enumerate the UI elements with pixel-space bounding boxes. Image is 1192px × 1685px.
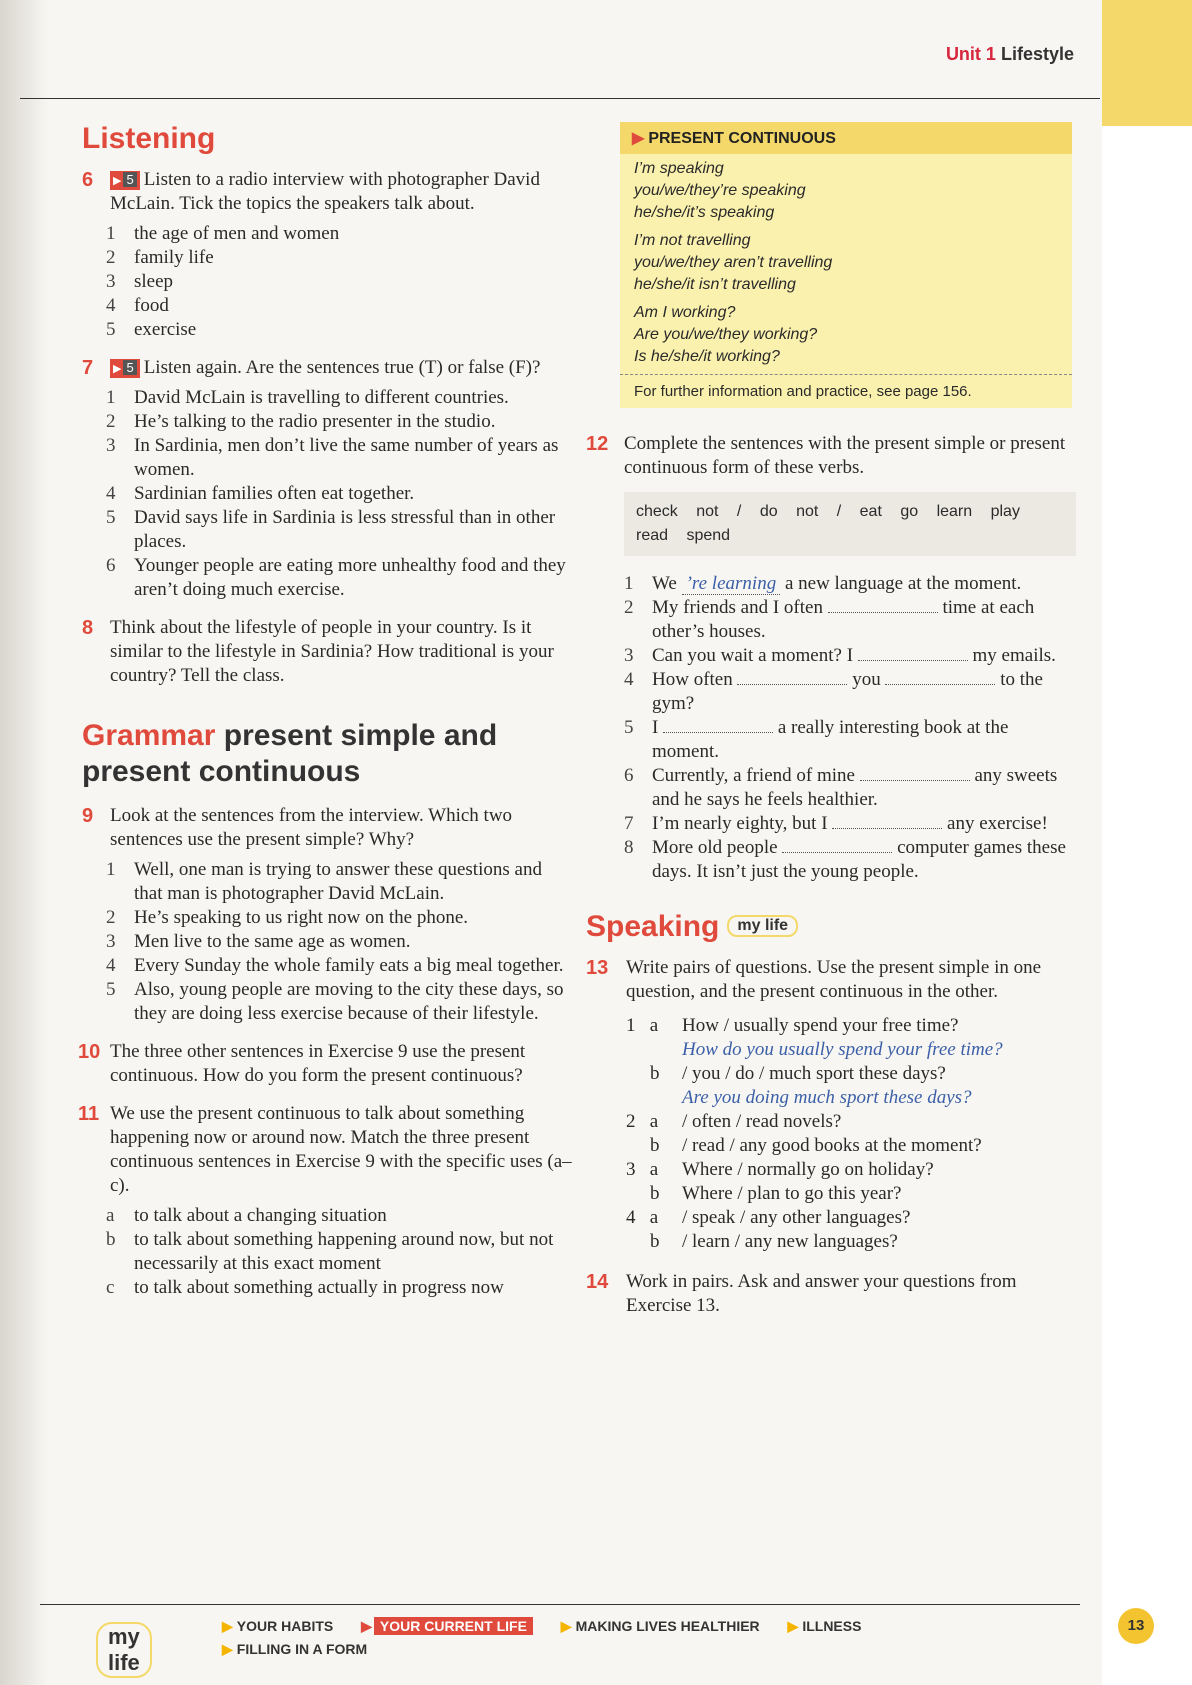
- lesson-nav: [222, 1618, 942, 1658]
- list-item: 4 food: [106, 295, 169, 316]
- list-item: b / read / any good books at the moment?: [650, 1135, 982, 1156]
- exercise-instruction: The three other sentences in Exercise 9 use the present continuous. How do you form the present continuous?: [110, 1041, 526, 1086]
- list-item: 2 He’s speaking to us right now on the phone.: [106, 907, 469, 928]
- grammar-box-title: ▶ PRESENT CONTINUOUS: [620, 122, 1072, 154]
- list-item: 3 Can you wait a moment? I my emails.: [624, 645, 1056, 666]
- speaking-heading: [586, 910, 1076, 944]
- exercise-11-list: [82, 1204, 572, 1300]
- list-item: 5 I a really interesting book at the moment.: [624, 717, 1009, 762]
- list-item: 5 David says life in Sardinia is less stressful than in other places.: [106, 507, 556, 552]
- list-item: 6 Younger people are eating more unhealthy food and they aren’t doing much exercise.: [106, 555, 566, 600]
- speaking-heading-label: Speaking: [586, 910, 720, 943]
- exercise-instruction: Listen again. Are the sentences true (T) or false (F)?: [143, 357, 541, 378]
- list-item: 1 David McLain is travelling to different countries.: [106, 387, 509, 408]
- exercise-number: 8: [82, 617, 94, 639]
- example-answer: ’re learning: [682, 573, 781, 595]
- right-column: [586, 122, 1076, 1318]
- list-item: 4 a / speak / any other languages?: [626, 1207, 911, 1228]
- exercise-10: [78, 1040, 572, 1088]
- footer-my-life-badge: my life: [96, 1622, 152, 1678]
- list-item: b / you / do / much sport these days? Are you doing much sport these days?: [650, 1063, 972, 1108]
- exercise-9-list: [82, 858, 572, 1026]
- list-item: 8 More old people computer games these days. It isn’t just the young people.: [624, 837, 1066, 882]
- unit-title: Lifestyle: [1000, 44, 1074, 64]
- page-number: 13: [1118, 1608, 1154, 1644]
- unit-number: Unit 1: [945, 44, 996, 64]
- list-item: 3 Men live to the same age as women.: [106, 931, 411, 952]
- header-rule: [20, 98, 1100, 99]
- exercise-13: [586, 956, 1076, 1004]
- nav-item-filling-in-a-form[interactable]: ▶ FILLING IN A FORM: [222, 1641, 368, 1657]
- grammar-heading: [82, 718, 572, 790]
- list-item: 2 family life: [106, 247, 214, 268]
- grammar-heading-label: Grammar: [82, 719, 216, 752]
- exercise-9: [82, 804, 572, 852]
- exercise-number: 13: [586, 957, 609, 979]
- list-item: 3 sleep: [106, 271, 174, 292]
- question-forms: Am I working? Are you/we/they working? Is he/she/it working?: [634, 304, 818, 365]
- list-item: c to talk about something actually in progress now: [106, 1277, 504, 1298]
- list-item: 1 a How / usually spend your free time? How do you usually spend your free time?: [626, 1015, 1003, 1060]
- list-item: 3 In Sardinia, men don’t live the same number of years as women.: [106, 435, 559, 480]
- negative-forms: I’m not travelling you/we/they aren’t travelling he/she/it isn’t travelling: [634, 232, 833, 293]
- list-item: 4 Sardinian families often eat together.: [106, 483, 415, 504]
- exercise-instruction: We use the present continuous to talk about something happening now or around now. Match the three present continuous sentences in Exercise 9 with the specific uses (a–c).: [110, 1103, 572, 1196]
- list-item: 4 How often you to the gym?: [624, 669, 1043, 714]
- list-item: b to talk about something happening around now, but not necessarily at this exact moment: [106, 1229, 554, 1274]
- answer-blank[interactable]: [858, 644, 968, 661]
- exercise-6: [82, 168, 572, 216]
- exercise-11: [78, 1102, 572, 1198]
- exercise-number: 7: [82, 357, 94, 379]
- page-gutter-shadow: [0, 0, 48, 1685]
- list-item: b / learn / any new languages?: [650, 1231, 898, 1252]
- list-item: 7 I’m nearly eighty, but I any exercise!: [624, 813, 1048, 834]
- play-triangle-icon: ▶: [632, 130, 645, 147]
- audio-track-icon[interactable]: ▶ 5: [110, 359, 140, 378]
- list-item: 5 Also, young people are moving to the city these days, so they are doing less exercise because of their lifestyle.: [106, 979, 564, 1024]
- page-edge: [1102, 126, 1192, 1685]
- list-item: 3 a Where / normally go on holiday?: [626, 1159, 934, 1180]
- answer-blank[interactable]: [737, 668, 847, 685]
- list-item: 2 My friends and I often time at each other’s houses.: [624, 597, 1035, 642]
- exercise-14: [586, 1270, 1076, 1318]
- answer-blank[interactable]: [860, 764, 970, 781]
- answer-blank[interactable]: [885, 668, 995, 685]
- unit-header: [946, 44, 1074, 65]
- exercise-12: [586, 432, 1076, 480]
- exercise-instruction: Work in pairs. Ask and answer your questions from Exercise 13.: [626, 1271, 1017, 1316]
- exercise-number: 14: [586, 1271, 609, 1293]
- list-item: 1 Well, one man is trying to answer these questions and that man is photographer David McLain.: [106, 859, 542, 904]
- footer-rule: [40, 1604, 1080, 1605]
- list-item: b Where / plan to go this year?: [650, 1183, 902, 1204]
- exercise-8: [82, 616, 572, 688]
- exercise-7: [82, 356, 572, 380]
- list-item: a to talk about a changing situation: [106, 1205, 387, 1226]
- left-column: [78, 122, 572, 1300]
- answer-blank[interactable]: [832, 812, 942, 829]
- list-item: 2 He’s talking to the radio presenter in the studio.: [106, 411, 496, 432]
- list-item: 6 Currently, a friend of mine any sweets and he says he feels healthier.: [624, 765, 1058, 810]
- nav-item-your-current-life[interactable]: ▶ YOUR CURRENT LIFE: [361, 1618, 545, 1634]
- exercise-instruction: Complete the sentences with the present simple or present continuous form of these verbs.: [624, 433, 1066, 478]
- my-life-badge: my life: [727, 915, 798, 937]
- nav-item-illness[interactable]: ▶ ILLNESS: [787, 1618, 862, 1634]
- verb-box: check not / do not / eat go learn play read spend: [624, 492, 1076, 556]
- grammar-heading-topic: present simple and present continuous: [82, 719, 498, 788]
- exercise-6-list: [82, 222, 572, 342]
- grammar-reference-box: [620, 122, 1072, 408]
- exercise-7-list: [82, 386, 572, 602]
- answer-blank[interactable]: [782, 836, 892, 853]
- exercise-number: 12: [586, 433, 609, 455]
- affirmative-forms: I’m speaking you/we/they’re speaking he/she/it’s speaking: [634, 160, 806, 221]
- audio-track-icon[interactable]: ▶ 5: [110, 171, 140, 190]
- exercise-instruction: Think about the lifestyle of people in your country. Is it similar to the lifestyle in Sardinia? How traditional is your country? Tell the class.: [110, 617, 554, 686]
- exercise-12-list: [586, 572, 1076, 884]
- exercise-number: 9: [82, 805, 94, 827]
- exercise-number: 6: [82, 169, 94, 191]
- exercise-instruction: Listen to a radio interview with photographer David McLain. Tick the topics the speakers talk about.: [110, 169, 540, 214]
- list-item: 1 the age of men and women: [106, 223, 340, 244]
- list-item: 1 We ’re learning a new language at the moment.: [624, 573, 1022, 594]
- unit-color-tab: [1102, 0, 1192, 126]
- exercise-13-list: [626, 1014, 1076, 1254]
- further-practice-link[interactable]: For further information and practice, see page 156.: [620, 374, 1072, 408]
- listening-heading: Listening: [82, 122, 216, 155]
- nav-item-making-lives-healthier[interactable]: ▶ MAKING LIVES HEALTHIER: [560, 1618, 760, 1634]
- answer-blank[interactable]: [828, 596, 938, 613]
- exercise-instruction: Write pairs of questions. Use the present simple in one question, and the present continuous in the other.: [626, 957, 1042, 1002]
- exercise-number: 11: [78, 1103, 100, 1125]
- list-item: 5 exercise: [106, 319, 197, 340]
- exercise-instruction: Look at the sentences from the interview. Which two sentences use the present simple? Why?: [110, 805, 513, 850]
- exercise-number: 10: [78, 1041, 101, 1063]
- answer-blank[interactable]: [663, 716, 773, 733]
- list-item: 2 a / often / read novels?: [626, 1111, 842, 1132]
- nav-item-your-habits[interactable]: ▶ YOUR HABITS: [222, 1618, 334, 1634]
- list-item: 4 Every Sunday the whole family eats a big meal together.: [106, 955, 564, 976]
